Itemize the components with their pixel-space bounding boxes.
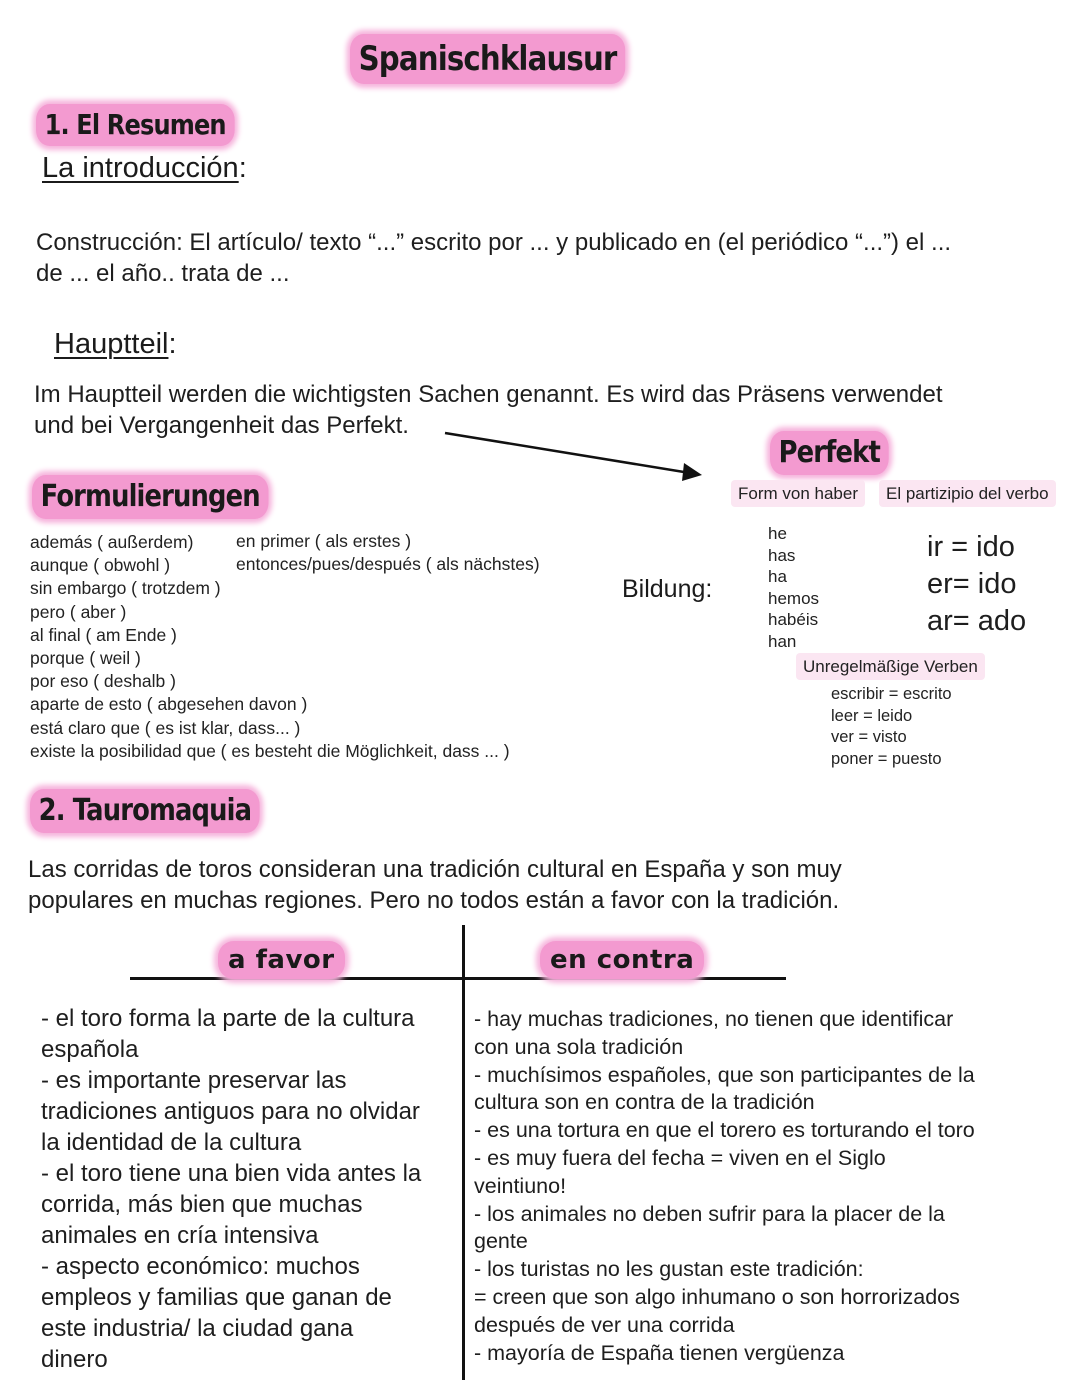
tauromaquia-intro (28, 854, 842, 916)
intro-heading-colon: : (238, 152, 247, 184)
contra-line: - mayoría de España tienen vergüenza (474, 1340, 845, 1365)
phrase-item: al final ( am Ende ) (30, 624, 177, 645)
favor-line: española (41, 1036, 139, 1063)
phrase-item: existe la posibilidad que ( es besteht die Möglichkeit, dass ... ) (30, 740, 510, 761)
haber-form: he (768, 524, 787, 543)
phrase-item: además ( außerdem) (30, 532, 194, 552)
main-line: Im Hauptteil werden die wichtigsten Sachen genannt. Es wird das Präsens verwendet (34, 381, 943, 408)
intro-heading (42, 150, 247, 186)
favor-line: - es importante preservar las (41, 1067, 347, 1094)
participle-label: El partizipio del verbo (879, 480, 1056, 507)
phrase-item: en primer ( als erstes ) (236, 531, 412, 551)
irregular-item: escribir = escrito (831, 685, 952, 703)
phrase-item: por eso ( deshalb ) (30, 671, 176, 692)
favor-line: - el toro forma la parte de la cultura (41, 1005, 415, 1032)
intro-line: populares en muchas regiones. Pero no todos están a favor con la tradición. (28, 887, 840, 914)
main-line: und bei Vergangenheit das Perfekt. (34, 412, 409, 439)
main-heading (54, 326, 177, 362)
haber-form: ha (768, 567, 787, 587)
contra-line: después de ver una corrida (474, 1312, 735, 1337)
favor-line: este industria/ la ciudad gana (41, 1315, 354, 1342)
irregular-list (831, 684, 952, 770)
favor-heading: a favor (218, 941, 345, 979)
favor-line: - aspecto económico: muchos (41, 1253, 360, 1280)
phrase-item: está claro que ( es ist klar, dass... ) (30, 717, 301, 738)
phrase-item: sin embargo ( trotzdem ) (30, 578, 221, 599)
phrase-item: entonces/pues/después ( als nächstes) (236, 554, 540, 575)
favor-line: dinero (41, 1346, 108, 1373)
haber-form: hemos (768, 588, 820, 608)
contra-line: con una sola tradición (474, 1034, 684, 1059)
contra-line: - es muy fuera del fecha = viven en el Siglo (474, 1145, 886, 1170)
participle-rule: ar= ado (927, 605, 1027, 637)
haber-forms-list (768, 523, 819, 653)
haber-form: has (768, 545, 796, 565)
contra-line: = creen que son algo inhumano o son horrorizados (474, 1284, 960, 1309)
favor-line: corrida, más bien que muchas (41, 1191, 363, 1218)
contra-list (474, 1006, 1074, 1367)
haber-form: han (768, 631, 797, 651)
phrase-item: aparte de esto ( abgesehen davon ) (30, 694, 308, 715)
contra-line: cultura son en contra de la tradición (474, 1090, 815, 1115)
perfekt-heading: Perfekt (770, 431, 889, 475)
phrase-item: aunque ( obwohl ) (30, 555, 171, 576)
construction-line: de ... el año.. trata de ... (36, 260, 290, 287)
irregular-item: poner = puesto (831, 749, 942, 768)
irregular-heading: Unregelmäßige Verben (796, 653, 985, 680)
tchart-vertical-line (462, 925, 465, 1380)
contra-line: - muchísimos españoles, que son participantes de la (474, 1062, 975, 1087)
irregular-item: ver = visto (831, 728, 907, 747)
irregular-item: leer = leido (831, 706, 913, 725)
phrase-item: porque ( weil ) (30, 648, 141, 669)
section-heading-resumen: 1. El Resumen (36, 104, 234, 146)
main-heading-text: Hauptteil (54, 328, 169, 360)
contra-line: - los animales no deben sufrir para la placer de la (474, 1201, 945, 1226)
section-heading-tauromaquia: 2. Tauromaquia (30, 789, 260, 833)
favor-line: - el toro tiene una bien vida antes la (41, 1160, 422, 1187)
participle-rule: ir = ido (927, 531, 1015, 563)
page-title: Spanischklausur (350, 34, 625, 84)
participle-rules-list (927, 529, 1026, 640)
formulations-heading: Formulierungen (32, 475, 268, 519)
phrases-right-list (236, 530, 540, 576)
intro-line: Las corridas de toros consideran una tradición cultural en España y son muy (28, 856, 842, 883)
contra-line: gente (474, 1229, 528, 1254)
intro-heading-text: La introducción (42, 152, 239, 184)
contra-heading: en contra (540, 941, 704, 979)
favor-line: animales en cría intensiva (41, 1222, 319, 1249)
bildung-label: Bildung: (622, 575, 713, 603)
haber-form: habéis (768, 610, 819, 630)
contra-line: - es una tortura en que el torero es torturando el toro (474, 1118, 975, 1143)
participle-rule: er= ido (927, 568, 1017, 600)
contra-line: veintiuno! (474, 1173, 567, 1198)
construction-line: Construcción: El artículo/ texto “...” escrito por ... y publicado en (el periódico “...”) el ... (36, 229, 952, 256)
haber-label: Form von haber (731, 480, 865, 507)
favor-line: empleos y familias que ganan de (41, 1284, 392, 1311)
favor-line: la identidad de la cultura (41, 1129, 302, 1156)
construction-text (36, 227, 951, 289)
favor-list (41, 1003, 461, 1375)
favor-line: tradiciones antiguos para no olvidar (41, 1098, 420, 1125)
main-heading-colon: : (168, 328, 177, 360)
contra-line: - los turistas no les gustan este tradición: (474, 1257, 864, 1282)
phrase-item: pero ( aber ) (30, 601, 127, 622)
arrow-to-perfekt (440, 425, 710, 485)
contra-line: - hay muchas tradiciones, no tienen que identificar (474, 1007, 954, 1031)
